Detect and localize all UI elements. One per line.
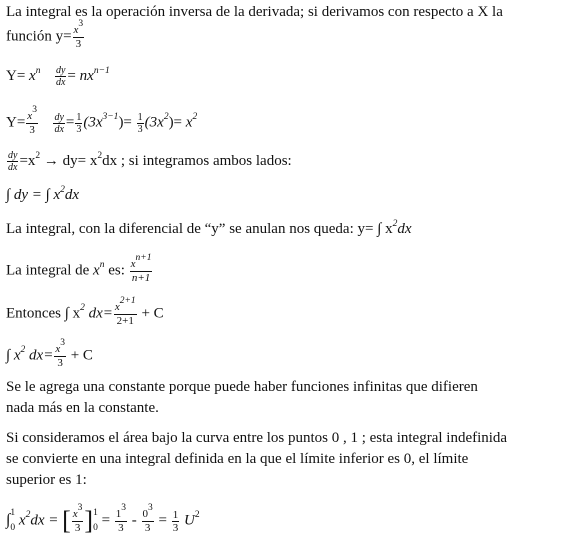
intro-text: La integral es la operación inversa de la derivada; si derivamos con respecto a X la	[6, 4, 503, 20]
fraction-x3-over-3: $\frac{x^3}{3}$	[73, 19, 84, 50]
equation-definite-integral: ∫ 1 0 $x^2dx$ = [ $\frac{x^3}{3}$ ] 1 0 = $\frac{1^3}{3}$ - $\frac{0^3}{3}$ = $\frac{1}{3}$ $U^2$	[6, 503, 200, 535]
fraction-dy-dx: $\frac{dy}{dx}$	[55, 65, 66, 88]
equation-power-derivative: $Y= x^n$ $\frac{dy}{dx}$ = $nx^{n-1}$	[6, 65, 110, 88]
text-line-cancel-differential: La integral, con la diferencial de “y” se anulan nos queda: y= ∫ $x^2dx$	[6, 219, 412, 237]
paragraph-area-line3: superior es 1:	[6, 472, 87, 488]
equation-result: ∫ $x^2$ dx= $\frac{x^3}{3}$ + C	[6, 338, 93, 369]
arrow-icon: →	[43, 152, 59, 169]
paragraph-area-line2: se convierte en una integral definida en la que el límite inferior es 0, el límite	[6, 451, 469, 467]
paragraph-constant-line1: Se le agrega una constante porque puede haber funciones infinitas que difieren	[6, 379, 478, 395]
function-label: función y=	[6, 28, 72, 45]
equation-then-integral: Entonces ∫ $x^2$ dx= $\frac{x^{2+1}}{2+1}$ + C	[6, 296, 164, 327]
text-line-function	[6, 19, 85, 50]
text-line-power-integral: La integral de $x^n$ es: $\frac{x^{n+1}}{n+1}$	[6, 253, 152, 284]
paragraph-area-line1: Si consideramos el área bajo la curva entre los puntos 0 , 1 ; esta integral indefinida	[6, 430, 508, 446]
equation-separate-variables: $\frac{dy}{dx}$ $=x^2 \to dy= x^2dx$ ; si integramos ambos lados:	[8, 150, 292, 173]
equation-derivative-example: Y= $\frac{x^3}{3}$ $\frac{dy}{dx}$ = $\frac{1}{3}$ $(3x^{3-1})=$ $\frac{1}{3}$ $(3x^2)= x^2$	[6, 105, 198, 136]
paragraph-constant-line2: nada más en la constante.	[6, 400, 159, 416]
equation-integrate-both: ∫ dy = ∫ $x^2dx$	[6, 185, 80, 203]
